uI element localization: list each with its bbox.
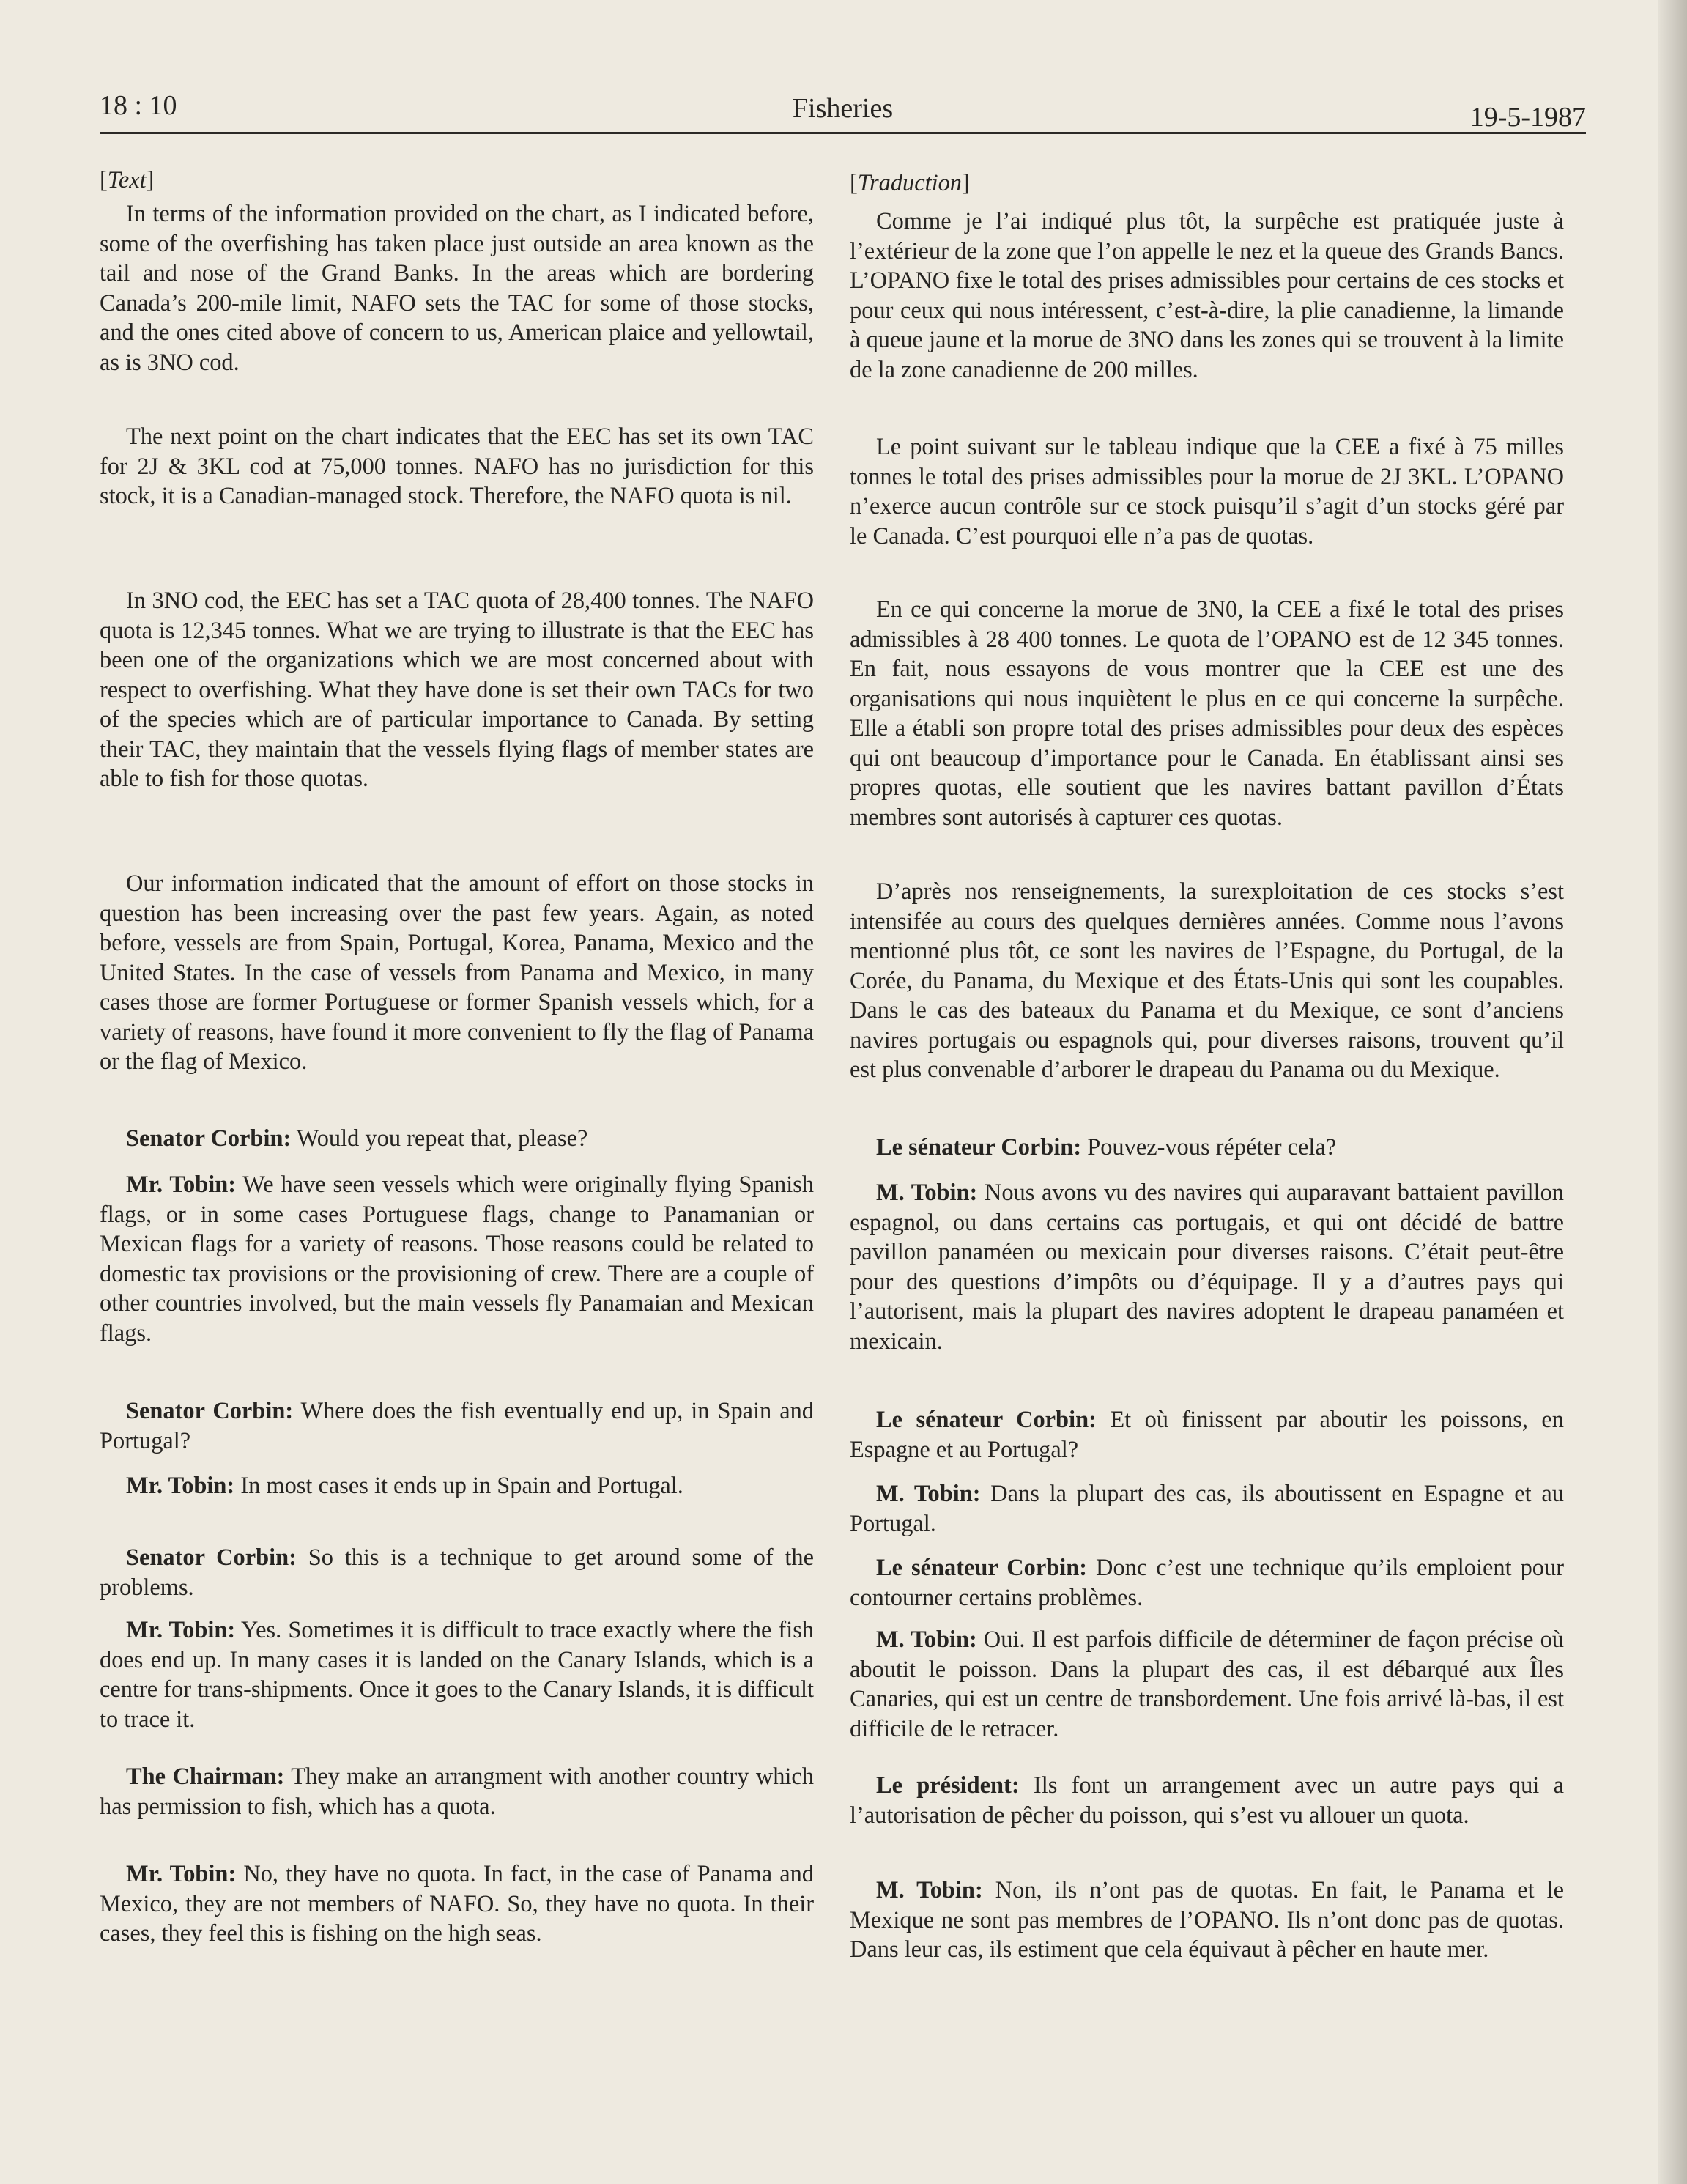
page-header	[100, 84, 1586, 133]
english-paragraph-5: Senator Corbin: Would you repeat that, please?	[126, 1125, 588, 1152]
page-date: 19-5-1987	[1469, 102, 1586, 133]
french-label: [Traduction]	[850, 170, 970, 196]
english-paragraph-11: The Chairman: They make an arrangment with another country which has permission to fish, which has a quota.	[100, 1763, 814, 1820]
english-paragraph-3: In 3NO cod, the EEC has set a TAC quota of 28,400 tonnes. The NAFO quota is 12,345 tonnes. What we are trying to illustrate is that the EEC has been one of the organizations which we are most concerned about with respect to overfishing. What they have done is set their own TACs for two of the species which are of particular importance to Canada. By setting their TAC, they maintain that the vessels flying flags of member states are able to fish for those quotas.	[100, 588, 814, 792]
french-paragraph-7: Le sénateur Corbin: Et où finissent par aboutir les poissons, en Espagne et au Portugal?	[850, 1407, 1564, 1463]
english-paragraph-10: Mr. Tobin: Yes. Sometimes it is difficult to trace exactly where the fish does end up. In many cases it is landed on the Canary Islands, which is a centre for trans-shipments. Once it goes to the Canary Islands, it is difficult to trace it.	[100, 1617, 814, 1733]
english-paragraph-9: Senator Corbin: So this is a technique to get around some of the problems.	[100, 1544, 815, 1601]
english-paragraph-4: Our information indicated that the amount of effort on those stocks in question has been increasing over the past few years. Again, as noted before, vessels are from Spain, Portugal, Korea, Panama, Mexico and the United States. In the case of vessels from Panama and Mexico, in many cases those are former Portuguese or former Spanish vessels which, for a variety of reasons, have found it more convenient to fly the flag of Panama or the flag of Mexico.	[100, 870, 814, 1075]
page-number: 18 : 10	[100, 90, 177, 121]
english-paragraph-8: Mr. Tobin: In most cases it ends up in Spain and Portugal.	[126, 1473, 683, 1499]
french-paragraph-2: Le point suivant sur le tableau indique que la CEE a fixé à 75 milles tonnes le total des prises admissibles pour la morue de 2J 3KL. L’OPANO n’exerce aucun contrôle sur ce stock puisqu’il s’agit d’un stocks géré par le Canada. C’est pourquoi elle n’a pas de quotas.	[850, 434, 1564, 549]
french-paragraph-12: M. Tobin: Non, ils n’ont pas de quotas. En fait, le Panama et le Mexique ne sont pas membres de l’OPANO. Ils n’ont donc pas de quotas. Dans leur cas, ils estiment que cela équivaut à pêcher en haute mer.	[850, 1877, 1564, 1963]
french-paragraph-9: Le sénateur Corbin: Donc c’est une technique qu’ils emploient pour contourner certains problèmes.	[850, 1555, 1564, 1611]
page-title: Fisheries	[792, 93, 894, 124]
french-paragraph-4: D’après nos renseignements, la surexploitation de ces stocks s’est intensifée au cours des quelques dernières années. Comme nous l’avons mentionné plus tôt, ce sont les navires de l’Espagne, du Portugal, de la Corée, du Panama, du Mexique et des États-Unis qui sont les coupables. Dans le cas des bateaux du Panama et du Mexique, ce sont d’anciens navires portugais ou espagnols qui, pour diverses raisons, trouvent qu’il est plus convenable d’arborer le drapeau du Panama ou du Mexique.	[850, 878, 1564, 1083]
french-paragraph-5: Le sénateur Corbin: Pouvez-vous répéter cela?	[876, 1134, 1337, 1161]
french-paragraph-8: M. Tobin: Dans la plupart des cas, ils aboutissent en Espagne et au Portugal.	[850, 1481, 1564, 1537]
french-paragraph-1: Comme je l’ai indiqué plus tôt, la surpêche est pratiquée juste à l’extérieur de la zone que l’on appelle le nez et la queue des Grands Bancs. L’OPANO fixe le total des prises admissibles pour certains de ces stocks et pour ceux qui nous intéressent, c’est-à-dire, la plie canadienne, la limande à queue jaune et la morue de 3NO dans les zones qui se trouvent à la limite de la zone canadienne de 200 milles.	[850, 208, 1564, 383]
french-paragraph-3: En ce qui concerne la morue de 3N0, la CEE a fixé le total des prises admissibles à 28 400 tonnes. Le quota de l’OPANO est de 12 345 tonnes. En fait, nous essayons de vous montrer que la CEE est une des organisations qui nous inquiètent le plus en ce qui concerne la surpêche. Elle a établi son propre total des prises admissibles pour deux des espèces qui ont beaucoup d’importance pour le Canada. En établissant ainsi ses propres quotas, elle soutient que les navires battant pavillon d’États membres sont autorisés à capturer ces quotas.	[850, 596, 1564, 831]
french-paragraph-6: M. Tobin: Nous avons vu des navires qui auparavant battaient pavillon espagnol, ou dans certains cas portugais, et qui ont décidé de battre pavillon panaméen ou mexicain pour diverses raisons. C’était peut-être pour des questions d’impôts ou d’équipage. Il y a d’autres pays qui l’autorisent, mais la plupart des navires adoptent le drapeau panaméen et mexicain.	[850, 1180, 1564, 1355]
english-paragraph-1: In terms of the information provided on the chart, as I indicated before, some of the overfishing has taken place just outside an area known as the tail and nose of the Grand Banks. In the areas which are bordering Canada’s 200-mile limit, NAFO sets the TAC for some of those stocks, and the ones cited above of concern to us, American plaice and yellowtail, as is 3NO cod.	[100, 201, 814, 376]
header-rule	[100, 132, 1586, 134]
english-paragraph-7: Senator Corbin: Where does the fish eventually end up, in Spain and Portugal?	[100, 1398, 814, 1454]
english-paragraph-6: Mr. Tobin: We have seen vessels which were originally flying Spanish flags, or in some cases Portuguese flags, change to Panamanian or Mexican flags for a variety of reasons. Those reasons could be related to domestic tax provisions or the provisioning of crew. There are a couple of other countries involved, but the main vessels fly Panamaian and Mexican flags.	[100, 1171, 814, 1347]
french-paragraph-11: Le président: Ils font un arrangement avec un autre pays qui a l’autorisation de pêcher du poisson, qui s’est vu allouer un quota.	[850, 1772, 1564, 1829]
english-label: [Text]	[100, 167, 155, 193]
english-paragraph-2: The next point on the chart indicates that the EEC has set its own TAC for 2J & 3KL cod at 75,000 tonnes. NAFO has no jurisdiction for this stock, it is a Canadian-managed stock. Therefore, the NAFO quota is nil.	[100, 423, 814, 509]
french-paragraph-10: M. Tobin: Oui. Il est parfois difficile de déterminer de façon précise où aboutit le poisson. Dans la plupart des cas, il est débarqué aux Îles Canaries, qui est un centre de transbordement. Une fois arrivé là-bas, il est difficile de le retracer.	[850, 1626, 1564, 1742]
english-paragraph-12: Mr. Tobin: No, they have no quota. In fact, in the case of Panama and Mexico, they are not members of NAFO. So, they have no quota. In their cases, they feel this is fishing on the high seas.	[100, 1861, 814, 1947]
page-edge-shadow	[1658, 0, 1687, 2184]
